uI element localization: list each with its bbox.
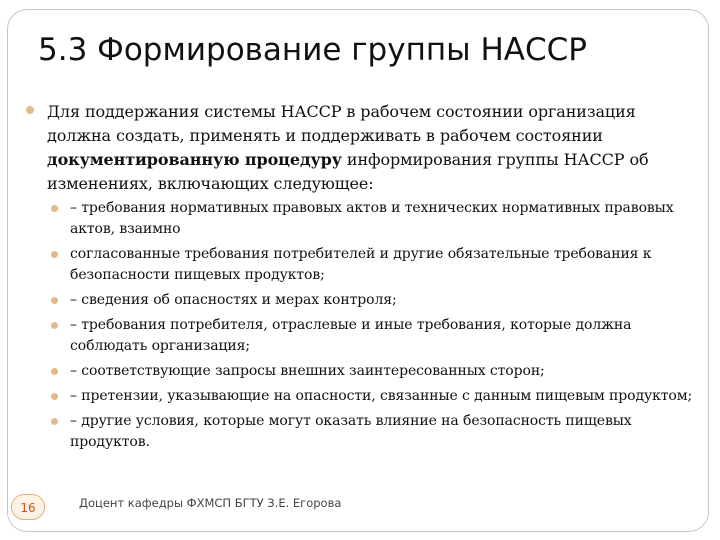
list-item-text: – претензии, указывающие на опасности, связанные с данным пищевым продуктом; (70, 388, 693, 404)
list-item-text: – требования потребителя, отраслевые и иные требования, которые должна соблюдать организация; (70, 317, 632, 354)
bullet-icon (51, 205, 58, 212)
intro-part2: информирования группы НАССР об изменениях, включающих следующее: (47, 150, 649, 193)
changes-list (48, 198, 708, 457)
bullet-icon (51, 251, 58, 258)
list-item-text: – сведения об опасностях и мерах контроля; (70, 292, 397, 308)
list-item (48, 411, 708, 453)
list-item-text: – другие условия, которые могут оказать влияние на безопасность пищевых продуктов. (70, 413, 632, 450)
list-item-text: – соответствующие запросы внешних заинтересованных сторон; (70, 363, 545, 379)
slide-footer: Доцент кафедры ФХМСП БГТУ З.Е. Егорова (79, 496, 342, 510)
list-item (48, 361, 708, 382)
bullet-icon (51, 322, 58, 329)
list-item-text: согласованные требования потребителей и другие обязательные требования к безопасности пищевых продуктов; (70, 246, 652, 283)
slide-title: 5.3 Формирование группы НАССР (38, 32, 587, 68)
intro-part1: Для поддержания системы НАССР в рабочем состоянии организация должна создать, применять и поддерживать в рабочем состоянии (47, 102, 636, 145)
list-item (48, 244, 708, 286)
bullet-icon (51, 393, 58, 400)
list-item (48, 198, 708, 240)
intro-emphasis: документированную процедуру (47, 150, 342, 169)
intro-bullet (22, 100, 702, 196)
list-item (48, 386, 708, 407)
page-number-badge: 16 (11, 494, 45, 520)
bullet-icon (26, 106, 34, 114)
list-item (48, 290, 708, 311)
bullet-icon (51, 418, 58, 425)
list-item (48, 315, 708, 357)
intro-text (47, 100, 702, 196)
bullet-icon (51, 297, 58, 304)
bullet-icon (51, 368, 58, 375)
list-item-text: – требования нормативных правовых актов и технических нормативных правовых актов, взаимно (70, 200, 674, 237)
